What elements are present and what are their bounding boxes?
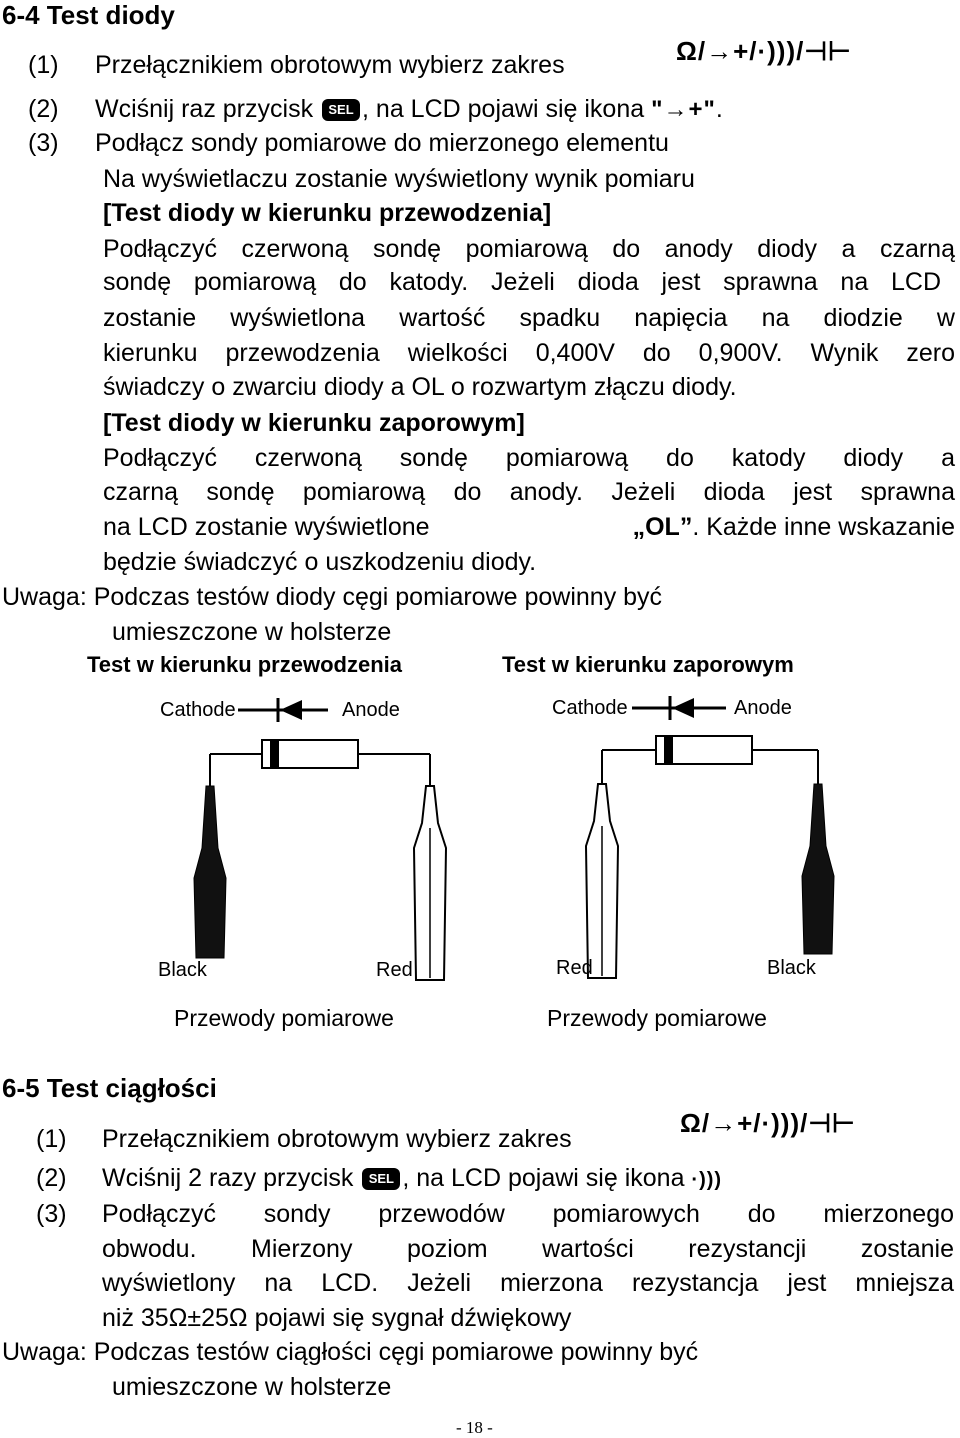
page-number: - 18 -: [456, 1418, 493, 1437]
paragraph-line: zostanie wyświetlona wartość spadku napięcia na diodzie w: [103, 304, 955, 332]
figure-caption-left: Przewody pomiarowe: [174, 1005, 394, 1031]
paragraph-line: czarną sondę pomiarową do anody. Jeżeli dioda jest sprawna: [103, 478, 955, 506]
figure-caption-right: Przewody pomiarowe: [547, 1005, 767, 1031]
figure-title-left: Test w kierunku przewodzenia: [87, 652, 402, 677]
range-symbol-icon: Ω/→+/·)))/⊣⊢: [680, 1108, 856, 1138]
diode-arrow-icon: [280, 700, 302, 720]
note-line: umieszczone w holsterze: [112, 618, 392, 646]
paragraph-line: obwodu. Mierzony poziom wartości rezystancji zostanie: [102, 1235, 954, 1263]
cathode-label: Cathode: [552, 697, 628, 719]
diode-arrow-icon: [672, 698, 694, 718]
anode-label: Anode: [342, 699, 400, 721]
step-text: Podłącz sondy pomiarowe do mierzonego elementu: [95, 129, 669, 157]
step-number: (2): [36, 1164, 67, 1192]
step-number: (3): [28, 129, 59, 157]
paragraph-line: niż 35Ω±25Ω pojawi się sygnał dźwiękowy: [102, 1304, 572, 1332]
diode-test-figure: [130, 688, 850, 998]
anode-label: Anode: [734, 697, 792, 719]
forward-test-diagram: [158, 698, 446, 981]
continuity-icon: ·))): [691, 1169, 723, 1191]
cathode-label: Cathode: [160, 699, 236, 721]
paragraph-line: sondę pomiarową do katody. Jeżeli dioda jest sprawna na LCD: [103, 268, 941, 296]
paragraph-line: świadczy o zwarciu diody a OL o rozwartym złączu diody.: [103, 373, 737, 401]
note-line: Uwaga: Podczas testów ciągłości cęgi pomiarowe powinny być: [2, 1338, 699, 1366]
paragraph-line: kierunku przewodzenia wielkości 0,400V do 0,900V. Wynik zero: [103, 339, 955, 367]
step-number: (3): [36, 1200, 67, 1228]
paragraph-line: będzie świadczyć o uszkodzeniu diody.: [103, 548, 537, 576]
step-text: Przełącznikiem obrotowym wybierz zakres: [95, 51, 565, 79]
note-line: umieszczone w holsterze: [112, 1373, 392, 1401]
probe-black-label: Black: [767, 957, 816, 979]
forward-heading: [Test diody w kierunku przewodzenia]: [103, 199, 552, 227]
sel-button-icon: SEL: [362, 1168, 400, 1190]
note-line: Uwaga: Podczas testów diody cęgi pomiarowe powinny być: [2, 583, 663, 611]
step-text: Wciśnij 2 razy przycisk SEL , na LCD pojawi się ikona ·))): [102, 1164, 723, 1192]
paragraph-line: Podłączyć sondy przewodów pomiarowych do mierzonego: [102, 1200, 954, 1228]
probe-red-label: Red: [556, 957, 593, 979]
step-text: Przełącznikiem obrotowym wybierz zakres: [102, 1125, 572, 1153]
probe-red-label: Red: [376, 959, 413, 981]
paragraph-line: Podłączyć czerwoną sondę pomiarową do anody diody a czarną: [103, 235, 955, 263]
range-symbol-icon: Ω/→+/·)))/⊣⊢: [676, 36, 852, 66]
reverse-test-diagram: [552, 696, 834, 979]
paragraph-line: wyświetlony na LCD. Jeżeli mierzona rezystancja jest mniejsza: [102, 1269, 954, 1297]
section-heading-continuity: 6-5 Test ciągłości: [2, 1073, 217, 1103]
paragraph-line: na LCD zostanie wyświetlone „OL”. Każde inne wskazanie: [103, 513, 955, 541]
figure-title-right: Test w kierunku zaporowym: [502, 652, 794, 677]
sel-button-icon: SEL: [322, 99, 360, 121]
step-number: (1): [36, 1125, 67, 1153]
paragraph-line: Podłączyć czerwoną sondę pomiarową do katody diody a: [103, 444, 955, 472]
diode-icon: "→+": [651, 96, 716, 123]
reverse-heading: [Test diody w kierunku zaporowym]: [103, 409, 525, 437]
section-heading-diode: 6-4 Test diody: [2, 0, 175, 30]
intro-line: Na wyświetlaczu zostanie wyświetlony wynik pomiaru: [103, 165, 695, 193]
step-text: Wciśnij raz przycisk SEL , na LCD pojawi się ikona "→+".: [95, 95, 723, 123]
probe-black-label: Black: [158, 959, 207, 981]
step-number: (2): [28, 95, 59, 123]
step-number: (1): [28, 51, 59, 79]
